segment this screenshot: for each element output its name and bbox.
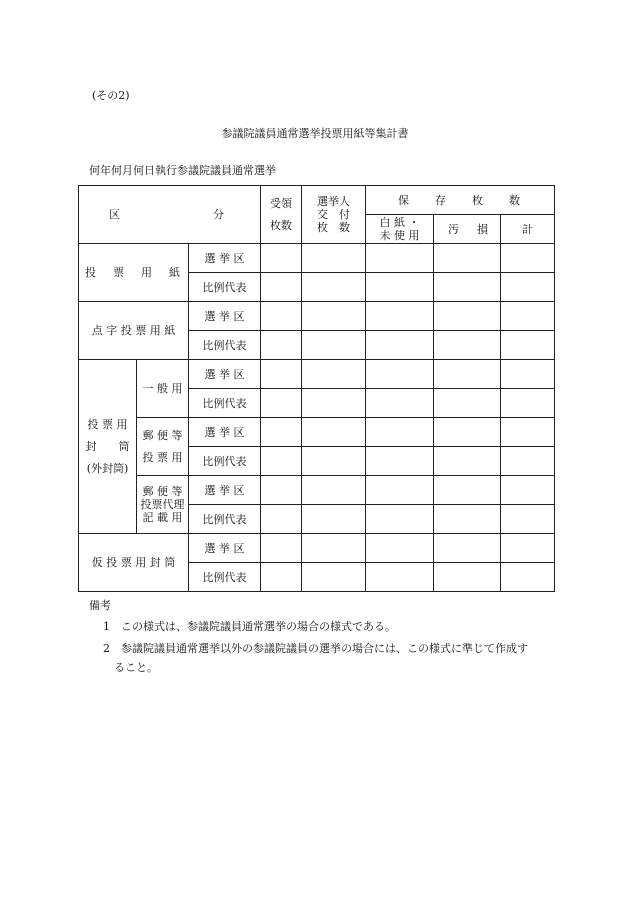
header-issued-l2: 交 付	[317, 208, 350, 221]
entry-cell[interactable]	[434, 505, 501, 534]
document-title: 参議院議員通常選挙投票用紙等集計書	[221, 127, 409, 140]
subgroup-general: 一 般 用	[137, 360, 189, 418]
entry-cell[interactable]	[366, 244, 434, 273]
note-item-2-cont: ること。	[103, 661, 158, 674]
entry-cell[interactable]	[434, 360, 501, 389]
header-category-left: 区	[109, 208, 120, 221]
group-ballot-paper-c1: 投	[85, 266, 96, 279]
entry-cell[interactable]	[501, 418, 555, 447]
entry-cell[interactable]	[261, 476, 302, 505]
header-category-right: 分	[213, 208, 224, 221]
entry-cell[interactable]	[501, 273, 555, 302]
row-label-proportional: 比例代表	[189, 563, 261, 592]
header-damaged-1: 汚	[448, 222, 459, 236]
row-label-district: 選 挙 区	[189, 534, 261, 563]
entry-cell[interactable]	[501, 505, 555, 534]
entry-cell[interactable]	[434, 389, 501, 418]
subgroup-postal	[137, 418, 189, 476]
group-ballot-paper	[79, 244, 189, 302]
group-ballot-paper-c2: 票	[113, 266, 124, 279]
table-row	[79, 476, 555, 505]
entry-cell[interactable]	[434, 331, 501, 360]
group-ballot-envelope	[79, 360, 137, 534]
entry-cell[interactable]	[302, 505, 366, 534]
row-label-district: 選 挙 区	[189, 418, 261, 447]
header-received	[261, 186, 302, 244]
entry-cell[interactable]	[261, 302, 302, 331]
header-kept-1: 保	[398, 193, 409, 207]
header-kept-4: 数	[509, 193, 520, 207]
entry-cell[interactable]	[302, 418, 366, 447]
entry-cell[interactable]	[261, 389, 302, 418]
header-blank-l1: 白 紙 ・	[379, 216, 420, 229]
header-blank-l2: 未 使 用	[379, 229, 420, 242]
group-ballot-paper-c3: 用	[141, 266, 152, 279]
header-issued	[302, 186, 366, 244]
entry-cell[interactable]	[302, 476, 366, 505]
entry-cell[interactable]	[501, 447, 555, 476]
table-row	[79, 244, 555, 273]
entry-cell[interactable]	[366, 302, 434, 331]
entry-cell[interactable]	[366, 476, 434, 505]
entry-cell[interactable]	[501, 360, 555, 389]
header-category	[79, 186, 261, 244]
row-label-proportional: 比例代表	[189, 505, 261, 534]
row-label-district: 選 挙 区	[189, 476, 261, 505]
subgroup-proxy-l3: 記 載 用	[142, 511, 183, 524]
entry-cell[interactable]	[302, 389, 366, 418]
entry-cell[interactable]	[366, 331, 434, 360]
header-issued-l3: 枚 数	[317, 221, 350, 234]
entry-cell[interactable]	[434, 244, 501, 273]
subgroup-postal-l1: 郵 便 等	[142, 429, 183, 442]
entry-cell[interactable]	[501, 302, 555, 331]
entry-cell[interactable]	[261, 360, 302, 389]
row-label-proportional: 比例代表	[189, 389, 261, 418]
entry-cell[interactable]	[261, 244, 302, 273]
entry-cell[interactable]	[366, 389, 434, 418]
entry-cell[interactable]	[261, 534, 302, 563]
entry-cell[interactable]	[434, 273, 501, 302]
entry-cell[interactable]	[366, 360, 434, 389]
row-label-proportional: 比例代表	[189, 447, 261, 476]
note-item-2: 2 参議院議員通常選挙以外の参議院議員の選挙の場合には、この様式に準じて作成す	[103, 642, 528, 655]
entry-cell[interactable]	[434, 476, 501, 505]
header-row-1	[79, 186, 555, 215]
entry-cell[interactable]	[434, 447, 501, 476]
row-label-proportional: 比例代表	[189, 331, 261, 360]
header-issued-l1: 選挙人	[317, 195, 350, 208]
entry-cell[interactable]	[366, 534, 434, 563]
group-envelope-l3: (外封筒)	[86, 461, 129, 475]
page-label: (その2)	[92, 89, 130, 102]
group-provisional-envelope: 仮 投 票 用 封 筒	[79, 534, 189, 592]
header-kept-2: 存	[435, 193, 446, 207]
row-label-district: 選 挙 区	[189, 302, 261, 331]
entry-cell[interactable]	[261, 418, 302, 447]
entry-cell[interactable]	[261, 563, 302, 592]
group-envelope-l1: 投 票 用	[87, 417, 128, 431]
table-row	[79, 360, 555, 389]
entry-cell[interactable]	[501, 534, 555, 563]
entry-cell[interactable]	[434, 563, 501, 592]
entry-cell[interactable]	[366, 505, 434, 534]
entry-cell[interactable]	[501, 244, 555, 273]
entry-cell[interactable]	[366, 418, 434, 447]
header-kept-3: 枚	[472, 193, 483, 207]
table-row	[79, 534, 555, 563]
header-kept	[366, 186, 555, 215]
group-ballot-paper-c4: 紙	[169, 266, 180, 279]
header-blank-unused	[366, 215, 434, 244]
entry-cell[interactable]	[261, 331, 302, 360]
entry-cell[interactable]	[261, 273, 302, 302]
note-item-1: 1 この様式は、参議院議員通常選挙の場合の様式である。	[103, 620, 396, 633]
entry-cell[interactable]	[501, 476, 555, 505]
entry-cell[interactable]	[434, 418, 501, 447]
subgroup-proxy-l1: 郵 便 等	[142, 485, 183, 498]
entry-cell[interactable]	[501, 331, 555, 360]
table-row	[79, 418, 555, 447]
header-total: 計	[501, 215, 555, 244]
entry-cell[interactable]	[302, 244, 366, 273]
header-damaged	[434, 215, 501, 244]
entry-cell[interactable]	[302, 331, 366, 360]
row-label-district: 選 挙 区	[189, 244, 261, 273]
header-received-l1: 受領	[270, 197, 292, 210]
entry-cell[interactable]	[261, 505, 302, 534]
subgroup-proxy-l2: 投票代理	[140, 498, 185, 511]
entry-cell[interactable]	[302, 534, 366, 563]
row-label-district: 選 挙 区	[189, 360, 261, 389]
subgroup-postal-proxy	[137, 476, 189, 534]
entry-cell[interactable]	[302, 360, 366, 389]
subgroup-postal-l2: 投 票 用	[142, 451, 183, 464]
tally-table	[78, 185, 555, 592]
header-received-l2: 枚数	[270, 219, 292, 232]
election-subtitle: 何年何月何日執行参議院議員通常選挙	[89, 164, 276, 177]
entry-cell[interactable]	[302, 563, 366, 592]
entry-cell[interactable]	[501, 389, 555, 418]
row-label-proportional: 比例代表	[189, 273, 261, 302]
table-row	[79, 302, 555, 331]
entry-cell[interactable]	[366, 563, 434, 592]
entry-cell[interactable]	[434, 302, 501, 331]
entry-cell[interactable]	[302, 273, 366, 302]
entry-cell[interactable]	[434, 534, 501, 563]
group-braille-ballot: 点 字 投 票 用 紙	[79, 302, 189, 360]
entry-cell[interactable]	[302, 302, 366, 331]
entry-cell[interactable]	[302, 447, 366, 476]
group-envelope-l2: 封 筒	[85, 439, 130, 453]
header-damaged-2: 損	[477, 222, 488, 236]
entry-cell[interactable]	[261, 447, 302, 476]
entry-cell[interactable]	[501, 563, 555, 592]
entry-cell[interactable]	[366, 273, 434, 302]
entry-cell[interactable]	[366, 447, 434, 476]
notes-heading: 備考	[89, 599, 111, 612]
